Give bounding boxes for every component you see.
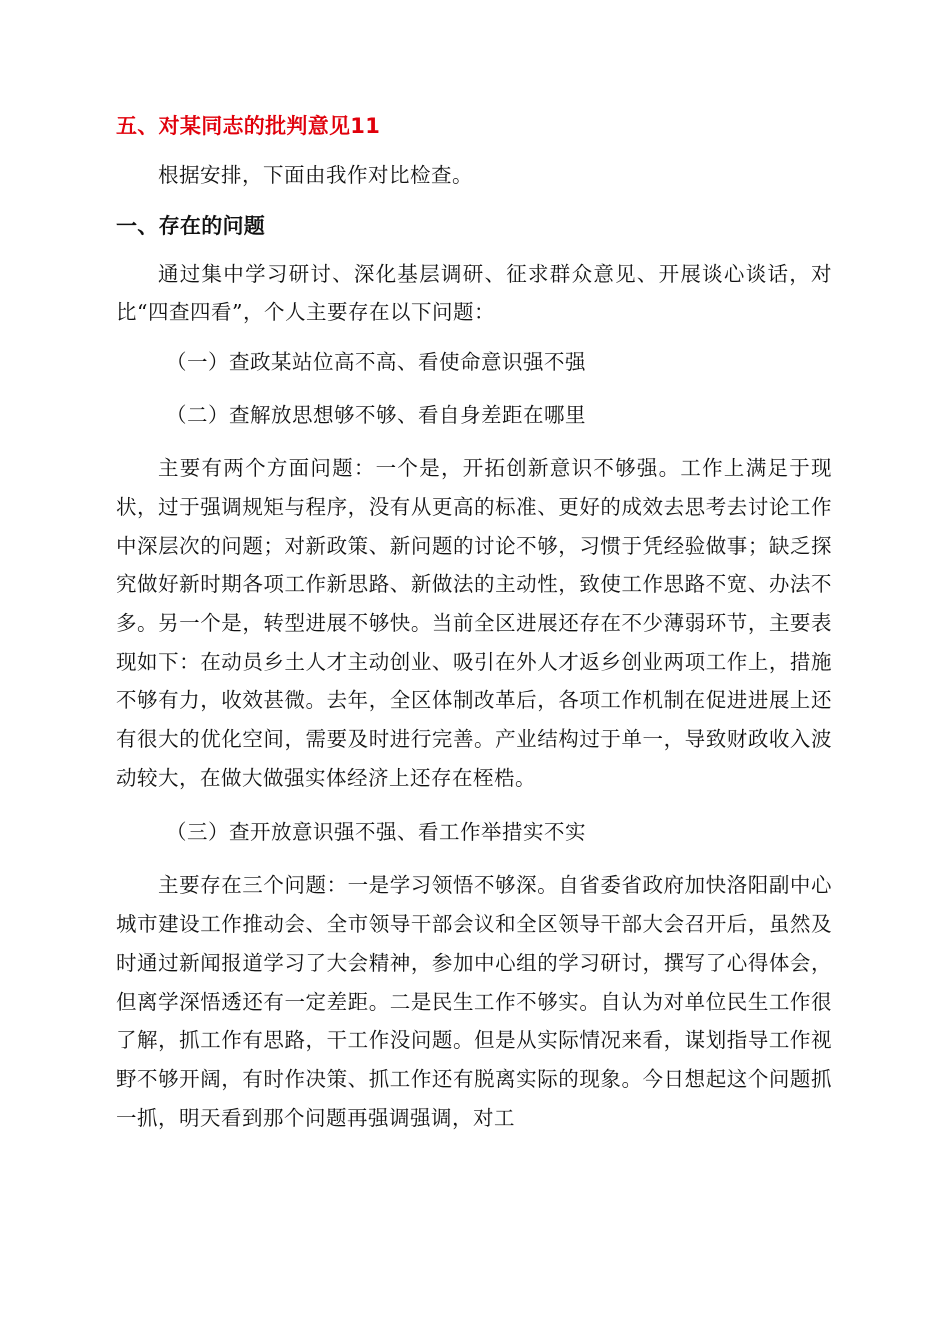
subheading: （二）查解放思想够不够、看自身差距在哪里 xyxy=(166,403,586,428)
body-paragraph: 通过集中学习研讨、深化基层调研、征求群众意见、开展谈心谈话，对比“四查四看”，个人主要存在以下问题： xyxy=(116,261,832,325)
body-paragraph: 主要存在三个问题：一是学习领悟不够深。自省委省政府加快洛阳副中心城市建设工作推动会、全市领导干部会议和全区领导干部大会召开后，虽然及时通过新闻报道学习了大会精神，参加中心组的学习研讨，撰写了心得体会，但离学深悟透还有一定差距。二是民生工作不够实。自认为对单位民生工作很了解，抓工作有思路，干工作没问题。但是从实际情况来看，谋划指导工作视野不够开阔，有时作决策、抓工作还有脱离实际的现象。今日想起这个问题抓一抓，明天看到那个问题再强调强调，对工 xyxy=(116,873,832,1130)
section-heading: 一、存在的问题 xyxy=(116,213,266,238)
body-paragraph: 主要有两个方面问题：一个是，开拓创新意识不够强。工作上满足于现状，过于强调规矩与程序，没有从更高的标准、更好的成效去思考去讨论工作中深层次的问题；对新政策、新问题的讨论不够，习惯于凭经验做事；缺乏探究做好新时期各项工作新思路、新做法的主动性，致使工作思路不宽、办法不多。另一个是，转型进展不够快。当前全区进展还存在不少薄弱环节，主要表现如下：在动员乡土人才主动创业、吸引在外人才返乡创业两项工作上，措施不够有力，收效甚微。去年，全区体制改革后，各项工作机制在促进进展上还有很大的优化空间，需要及时进行完善。产业结构过于单一，导致财政收入波动较大，在做大做强实体经济上还存在桎梏。 xyxy=(116,456,832,790)
subheading: （一）查政某站位高不高、看使命意识强不强 xyxy=(166,350,586,375)
intro-paragraph: 根据安排，下面由我作对比检查。 xyxy=(158,163,473,187)
subheading: （三）查开放意识强不强、看工作举措实不实 xyxy=(166,820,586,845)
document-title: 五、对某同志的批判意见11 xyxy=(116,114,381,138)
document-body xyxy=(116,106,832,1148)
